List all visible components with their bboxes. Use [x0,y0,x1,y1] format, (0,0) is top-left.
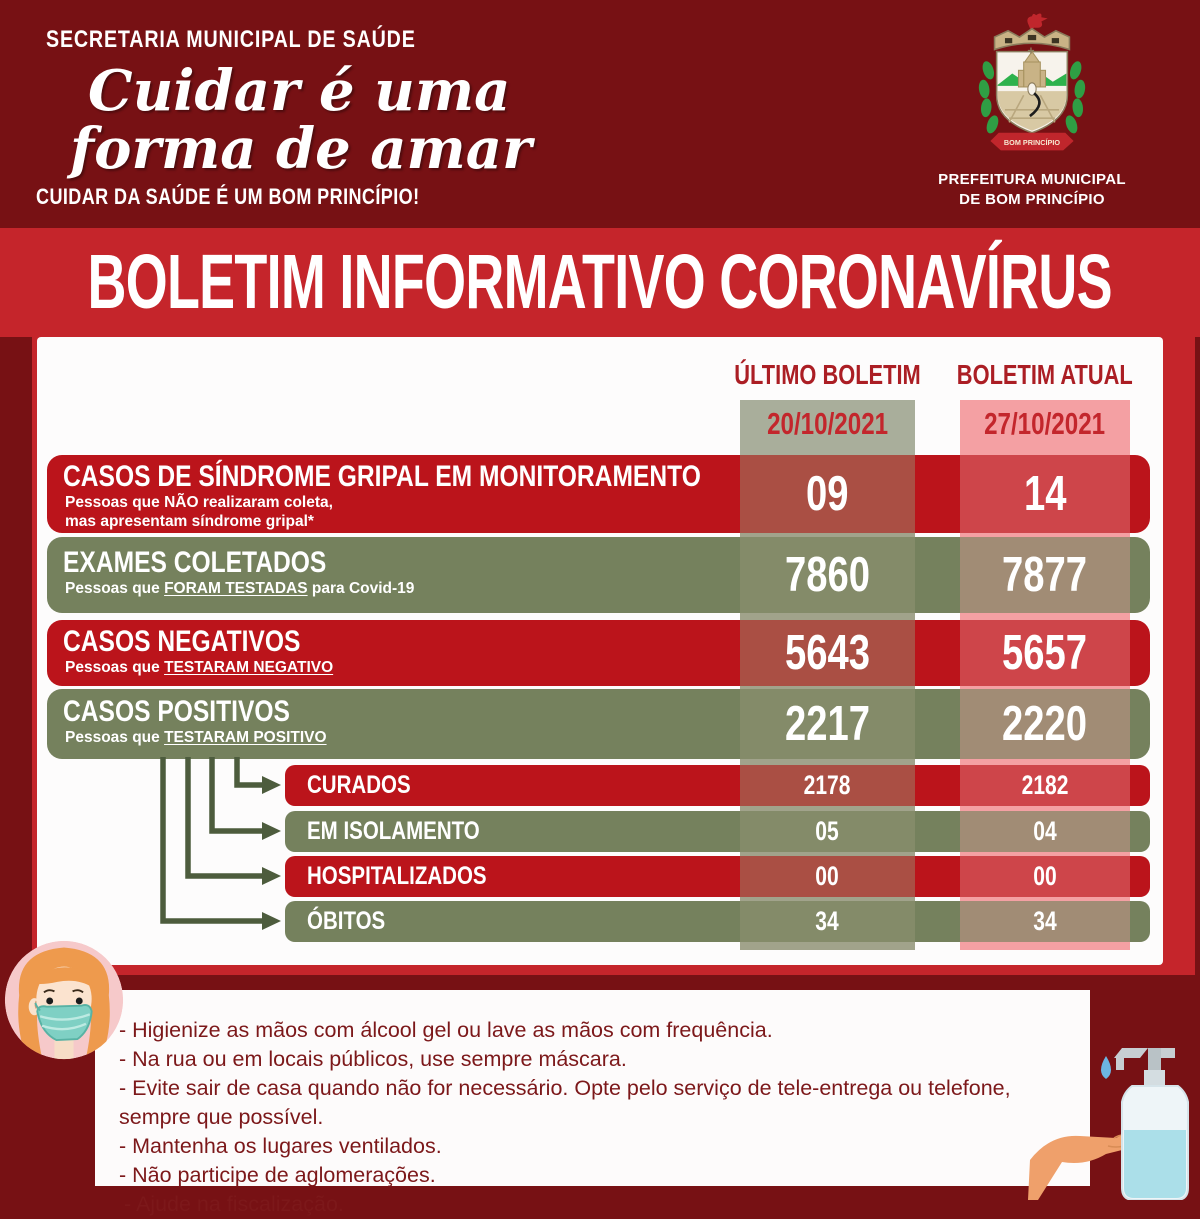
table-row-casos-negativos: CASOS NEGATIVOS Pessoas que TESTARAM NEGATIVO [47,620,1150,686]
crest-caption: PREFEITURA MUNICIPAL DE BOM PRINCÍPIO [938,171,1126,208]
subrow-em-isolamento: EM ISOLAMENTO [285,811,1150,852]
column-date-current: 27/10/2021 [984,405,1106,441]
column-header-previous: ÚLTIMO BOLETIM [733,359,921,390]
hand-sanitizer-illustration [1028,1034,1200,1200]
list-item: - Higienize as mãos com álcool gel ou lave as mãos com frequência. [119,1018,773,1042]
list-item: - Na rua ou em locais públicos, use sempre máscara. [119,1047,627,1071]
arrowhead-icon [262,776,281,930]
value-curados-current: 2182 [1021,770,1069,800]
list-item: - Ajude na fiscalização. [124,1192,344,1216]
list-item: - Evite sair de casa quando não for necessário. Opte pelo serviço de tele-entrega ou telefone, sempre que possível. [119,1076,1011,1129]
value-obitos-current: 34 [1033,906,1057,936]
value-obitos-previous: 34 [815,906,840,936]
slogan-line2: forma de amar [70,116,532,182]
value-curados-previous: 2178 [804,770,851,800]
recommendations-panel [95,990,1090,1216]
masked-woman-illustration [2,938,126,1062]
data-panel [37,337,1163,965]
subrow-curados: CURADOS [285,765,1150,806]
value-isolamento-previous: 05 [815,816,840,846]
value-positivos-previous: 2217 [784,697,871,751]
value-isolamento-current: 04 [1033,816,1057,846]
table-row-exames-coletados: EXAMES COLETADOS Pessoas que FORAM TESTADAS para Covid-19 [47,537,1150,613]
value-hospitalizados-previous: 00 [815,861,840,891]
gel-drop-icon [1101,1056,1111,1079]
value-exames-current: 7877 [1002,548,1088,602]
header-tagline: CUIDAR DA SAÚDE É UM BOM PRINCÍPIO! [36,184,420,209]
title-band [0,228,1200,337]
value-negativos-current: 5657 [1002,626,1088,680]
list-item: - Não participe de aglomerações. [119,1163,436,1187]
municipal-coat-of-arms [962,10,1102,166]
subrow-obitos: ÓBITOS [285,901,1150,942]
svg-text:BOM PRINCÍPIO: BOM PRINCÍPIO [1003,138,1061,148]
slogan-line1: Cuidar é uma [88,58,511,124]
value-exames-previous: 7860 [784,548,871,602]
page-title: BOLETIM INFORMATIVO CORONAVÍRUS [87,239,1113,325]
value-sindrome-current: 14 [1023,467,1067,521]
table-row-sindrome-gripal: CASOS DE SÍNDROME GRIPAL EM MONITORAMENTO Pessoas que NÃO realizaram coleta, mas apresentam síndrome gripal* [47,455,1150,533]
sanitizer-bottle-icon [1114,1048,1188,1200]
column-date-previous: 20/10/2021 [766,405,889,441]
value-positivos-current: 2220 [1002,697,1088,751]
column-header-current: BOLETIM ATUAL [957,359,1133,390]
value-negativos-previous: 5643 [784,626,871,680]
rooster-icon [1027,14,1047,31]
value-sindrome-previous: 09 [806,467,849,521]
recommendations-list [119,1016,1084,1219]
list-item: - Mantenha os lugares ventilados. [119,1134,442,1158]
subrow-hospitalizados: HOSPITALIZADOS [285,856,1150,897]
value-hospitalizados-current: 00 [1033,861,1057,891]
table-row-casos-positivos: CASOS POSITIVOS Pessoas que TESTARAM POSITIVO [47,689,1150,759]
org-name: SECRETARIA MUNICIPAL DE SAÚDE [46,26,416,53]
